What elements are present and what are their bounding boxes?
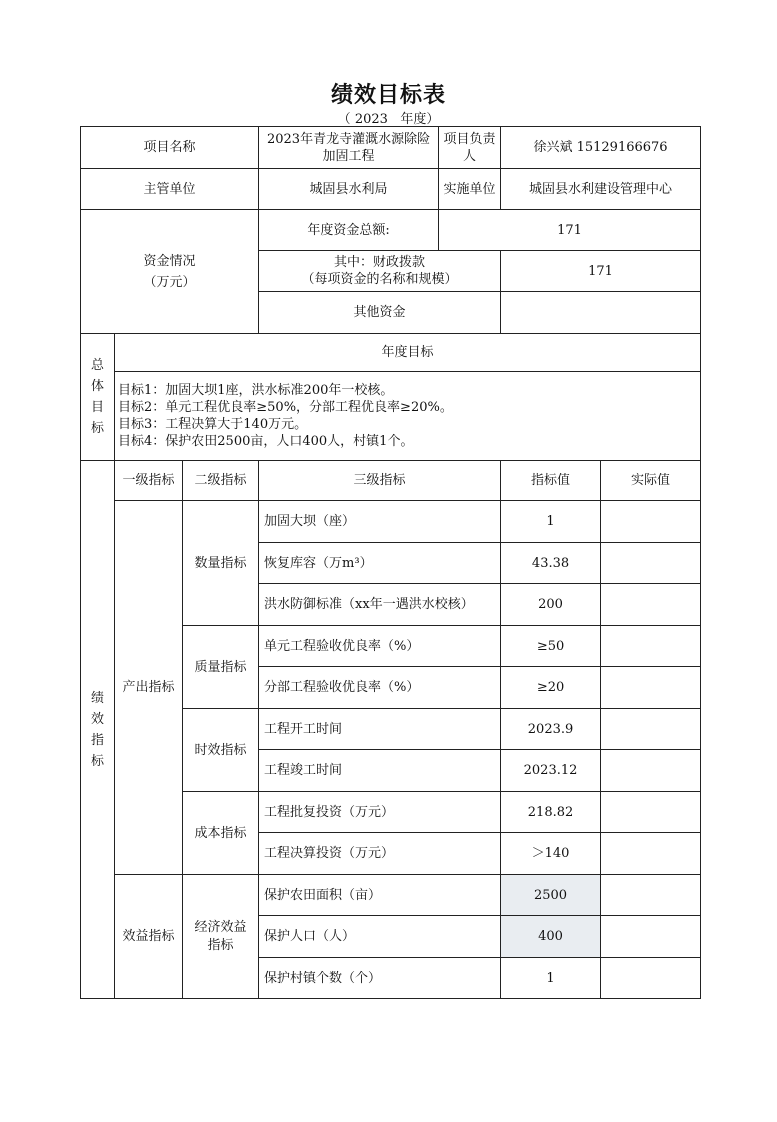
indicator-value: ≥20 — [501, 667, 601, 709]
indicator-name: 恢复库容（万m³） — [259, 543, 501, 584]
indicator-name: 保护农田面积（亩） — [259, 875, 501, 916]
year-open: （ — [337, 112, 351, 127]
indicator-actual — [601, 626, 701, 667]
year-close: 年度） — [400, 112, 440, 127]
project-leader-value: 徐兴斌 15129166676 — [501, 127, 701, 169]
funding-total-label: 年度资金总额: — [259, 210, 439, 251]
indicator-name: 洪水防御标准（xx年一遇洪水校核） — [259, 584, 501, 626]
indicator-side-char: 效 — [90, 711, 104, 727]
cost-group-label: 成本指标 — [183, 792, 259, 875]
overall-side-char: 目 — [90, 400, 104, 415]
indicator-name: 保护村镇个数（个） — [259, 958, 501, 999]
indicator-name: 工程竣工时间 — [259, 750, 501, 792]
dept-label: 主管单位 — [81, 169, 259, 210]
funding-total-value: 171 — [439, 210, 701, 251]
fiscal-label — [259, 251, 501, 292]
indicator-value: ≥50 — [501, 626, 601, 667]
other-funds-label: 其他资金 — [259, 292, 501, 334]
timeliness-group-label: 时效指标 — [183, 709, 259, 792]
indicator-value: 2023.9 — [501, 709, 601, 750]
fiscal-value: 171 — [501, 251, 701, 292]
indicator-value: 200 — [501, 584, 601, 626]
funding-label-line2: （万元） — [143, 274, 196, 290]
header-value: 指标值 — [501, 461, 601, 501]
annual-goal-list — [115, 372, 701, 461]
indicator-actual — [601, 875, 701, 916]
project-leader-label: 项目负责人 — [439, 127, 501, 169]
economic-group-label — [183, 875, 259, 999]
annual-goal-label: 年度目标 — [115, 334, 701, 372]
year-value: 2023 — [354, 112, 388, 127]
output-indicator-label: 产出指标 — [115, 501, 183, 875]
funding-label — [81, 210, 259, 334]
project-name-value: 2023年青龙寺灌溉水源除险加固工程 — [259, 127, 439, 169]
impl-value: 城固县水利建设管理中心 — [501, 169, 701, 210]
indicator-side-char: 标 — [90, 753, 104, 769]
indicator-value: 400 — [501, 916, 601, 958]
indicator-actual — [601, 916, 701, 958]
indicator-name: 保护人口（人） — [259, 916, 501, 958]
goal-item: 目标3：工程决算大于140万元。 — [118, 417, 308, 432]
fiscal-label-line1: 其中：财政拨款 — [334, 255, 426, 270]
economic-group-line2: 指标 — [207, 937, 234, 953]
indicator-value: ＞140 — [501, 833, 601, 875]
overall-side-char: 总 — [90, 358, 104, 373]
indicator-actual — [601, 667, 701, 709]
indicators-side-label — [81, 461, 115, 999]
header-level1: 一级指标 — [115, 461, 183, 501]
page-title: 绩效目标表 — [330, 82, 446, 108]
impl-label: 实施单位 — [439, 169, 501, 210]
other-funds-value — [501, 292, 701, 334]
indicator-name: 工程批复投资（万元） — [259, 792, 501, 833]
indicator-value: 1 — [501, 958, 601, 999]
indicator-name: 工程决算投资（万元） — [259, 833, 501, 875]
overall-side-char: 体 — [90, 379, 104, 394]
indicator-value: 218.82 — [501, 792, 601, 833]
header-level2: 二级指标 — [183, 461, 259, 501]
goal-item: 目标1：加固大坝1座，洪水标准200年一校核。 — [118, 383, 394, 398]
benefit-indicator-label: 效益指标 — [115, 875, 183, 999]
indicator-actual — [601, 792, 701, 833]
header-actual: 实际值 — [601, 461, 701, 501]
indicator-actual — [601, 958, 701, 999]
dept-value: 城固县水利局 — [259, 169, 439, 210]
indicator-name: 单元工程验收优良率（%） — [259, 626, 501, 667]
indicator-actual — [601, 543, 701, 584]
indicator-side-char: 绩 — [90, 690, 104, 706]
fiscal-label-line2: （每项资金的名称和规模） — [301, 272, 458, 287]
overall-side-char: 标 — [90, 421, 104, 436]
goal-item: 目标4：保护农田2500亩，人口400人，村镇1个。 — [118, 434, 414, 449]
indicator-actual — [601, 584, 701, 626]
indicator-name: 工程开工时间 — [259, 709, 501, 750]
overall-goal-side-label — [81, 334, 115, 461]
indicator-actual — [601, 709, 701, 750]
economic-group-line1: 经济效益 — [194, 919, 247, 935]
year-subtitle — [0, 108, 777, 127]
indicator-value: 43.38 — [501, 543, 601, 584]
header-level3: 三级指标 — [259, 461, 501, 501]
indicator-side-char: 指 — [90, 732, 104, 748]
project-name-label: 项目名称 — [81, 127, 259, 169]
performance-target-table — [80, 126, 701, 999]
indicator-value: 1 — [501, 501, 601, 543]
funding-label-line1: 资金情况 — [143, 253, 196, 269]
indicator-actual — [601, 501, 701, 543]
indicator-name: 分部工程验收优良率（%） — [259, 667, 501, 709]
indicator-name: 加固大坝（座） — [259, 501, 501, 543]
indicator-value: 2500 — [501, 875, 601, 916]
quality-group-label: 质量指标 — [183, 626, 259, 709]
quantity-group-label: 数量指标 — [183, 501, 259, 626]
indicator-value: 2023.12 — [501, 750, 601, 792]
goal-item: 目标2：单元工程优良率≥50%，分部工程优良率≥20%。 — [118, 400, 453, 415]
indicator-actual — [601, 833, 701, 875]
indicator-actual — [601, 750, 701, 792]
